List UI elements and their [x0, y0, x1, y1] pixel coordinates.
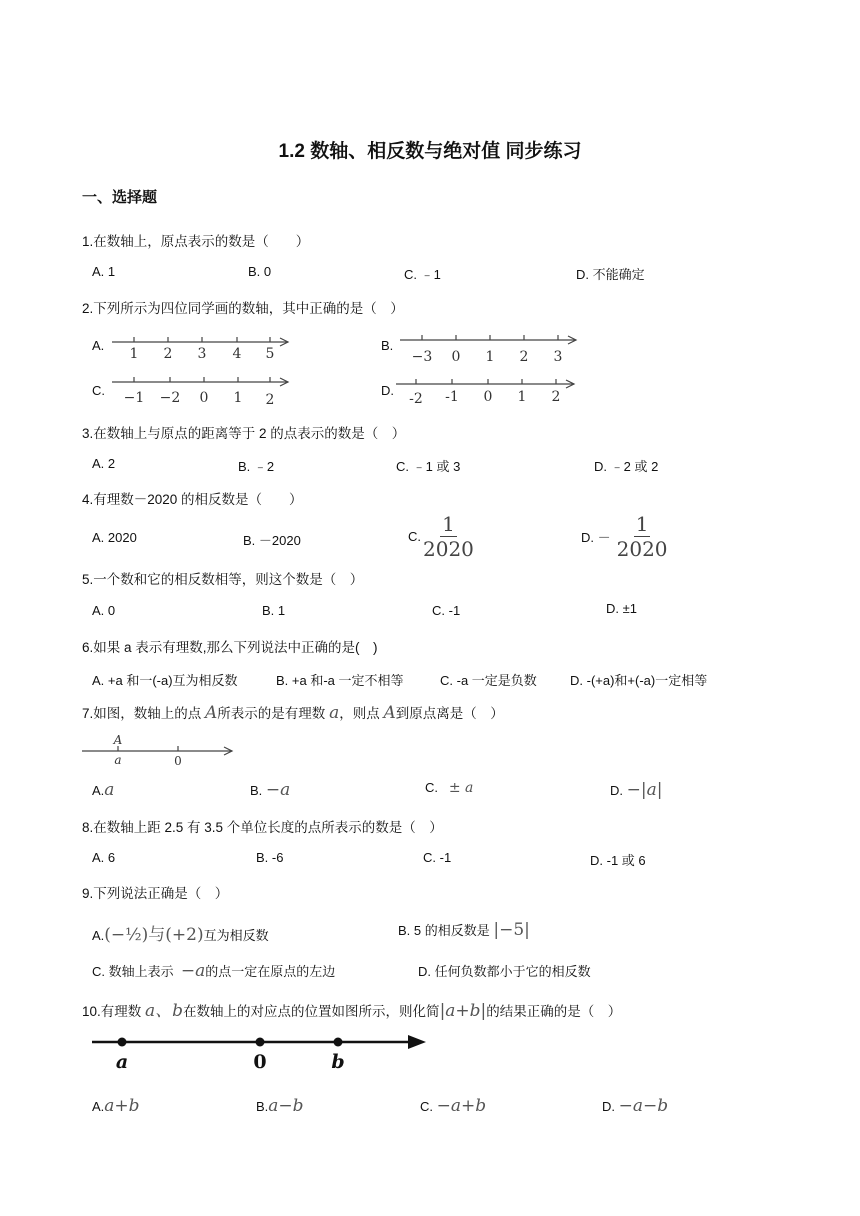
q2-c-tick-label: 2: [265, 392, 275, 408]
q5-option-b: B. 1: [262, 603, 286, 618]
q2-b-tick-label: 2: [519, 349, 529, 365]
option-label: A.: [92, 783, 105, 798]
q7-zero-label: 0: [174, 754, 182, 768]
option-expression: a−b: [268, 1096, 304, 1116]
q8-option-a: A. 6: [92, 850, 116, 865]
q8-option-d: D. -1 或 6: [590, 853, 646, 868]
option-expression: −a: [180, 961, 206, 981]
option-expression: a: [104, 780, 115, 800]
q6-option-b: B. +a 和-a 一定不相等: [276, 673, 404, 688]
q1-option-a: A. 1: [92, 264, 116, 279]
q2-d-tick-label: 1: [517, 389, 527, 405]
q1-option-b: B. 0: [248, 264, 272, 279]
option-expression: a+b: [104, 1096, 140, 1116]
page-title: 1.2 数轴、相反数与绝对值 同步练习: [278, 141, 582, 162]
q2-option-c-label: C.: [92, 383, 105, 398]
q8-option-b: B. -6: [256, 850, 284, 865]
option-expression: (−½)与(+2): [104, 925, 204, 945]
variable-symbol: a: [329, 703, 340, 723]
stem-text: 所表示的是有理数: [217, 706, 330, 721]
q2-a-tick-label: 1: [129, 346, 139, 362]
q4-option-c-label: C.: [408, 529, 421, 544]
q2-d-tick-label: 2: [551, 389, 561, 405]
q6-option-d: D. -(+a)和+(-a)一定相等: [570, 673, 708, 688]
question-9-stem: 9.下列说法正确是（ ）: [82, 886, 229, 901]
q2-option-d-label: D.: [381, 383, 394, 398]
q10-option-d: [602, 1096, 668, 1116]
q4-option-a: A. 2020: [92, 530, 137, 545]
q9-option-d: D. 任何负数都小于它的相反数: [418, 964, 591, 979]
q2-d-tick-label: 0: [483, 389, 493, 405]
q2-a-tick-label: 3: [197, 346, 207, 362]
option-label: C.: [425, 780, 438, 795]
option-label: B.: [250, 783, 263, 798]
question-8-stem: 8.在数轴上距 2.5 有 3.5 个单位长度的点所表示的数是（ ）: [82, 820, 443, 835]
abs-expression: |a+b|: [439, 1001, 487, 1021]
q10-option-b: [256, 1096, 304, 1116]
q2-b-tick-label: 0: [451, 349, 461, 365]
q10-option-c: [420, 1096, 486, 1116]
q10-zero-label: 0: [253, 1051, 267, 1073]
option-label: B. 5 的相反数是: [398, 923, 490, 938]
option-label: D.: [610, 783, 623, 798]
point-symbol: A: [205, 703, 218, 723]
q2-a-tick-label: 2: [163, 346, 173, 362]
question-1-stem: 1.在数轴上，原点表示的数是（ ）: [82, 234, 310, 249]
section-heading: 一、选择题: [82, 189, 158, 206]
q2-d-tick-label: -1: [445, 389, 459, 405]
q4-option-b: B. －2020: [243, 533, 301, 548]
stem-text: ，则点: [339, 706, 384, 721]
q2-b-tick-label: −3: [411, 349, 433, 365]
q8-option-c: C. -1: [423, 850, 452, 865]
stem-text: 7.如图，数轴上的点: [82, 706, 206, 721]
q2-c-tick-label: 0: [199, 390, 209, 406]
stem-text: 到原点离是（ ）: [395, 706, 504, 721]
q5-option-a: A. 0: [92, 603, 116, 618]
q5-option-d: D. ±1: [606, 601, 637, 616]
q3-option-c: C. ﹣1 或 3: [396, 459, 461, 474]
stem-text: 的结果正确的是（ ）: [486, 1004, 622, 1019]
point-symbol: A: [383, 703, 396, 723]
q2-b-tick-label: 1: [485, 349, 495, 365]
fraction-denominator: 2020: [616, 537, 668, 561]
q2-option-b-label: B.: [381, 338, 394, 353]
fraction-numerator: 1: [442, 512, 455, 536]
option-expression: −a+b: [436, 1096, 487, 1116]
option-text: 互为相反数: [203, 928, 269, 943]
q3-option-a: A. 2: [92, 456, 116, 471]
q2-d-tick-label: -2: [409, 391, 423, 407]
q6-option-a: A. +a 和一(-a)互为相反数: [92, 673, 238, 688]
q2-c-tick-label: −1: [123, 390, 145, 406]
q1-option-d: D. 不能确定: [576, 267, 645, 282]
q10-b-label: b: [331, 1051, 345, 1073]
q10-a-label: a: [115, 1051, 129, 1073]
option-label: D.: [602, 1099, 615, 1114]
option-expression: −a: [265, 780, 291, 800]
q6-option-c: C. -a 一定是负数: [440, 673, 537, 688]
question-2-stem: 2.下列所示为四位同学画的数轴，其中正确的是（ ）: [82, 301, 404, 316]
q1-option-c: C. ﹣1: [404, 267, 441, 282]
option-label: A.: [92, 928, 105, 943]
question-4-stem: 4.有理数－2020 的相反数是（ ）: [82, 492, 303, 507]
q2-a-tick-label: 5: [265, 346, 275, 362]
q4-option-d-label: D. －: [581, 530, 611, 545]
q2-c-tick-label: −2: [159, 390, 181, 406]
option-text: C. 数轴上表示: [92, 964, 174, 979]
question-6-stem: 6.如果 a 表示有理数,那么下列说法中正确的是( ): [82, 640, 378, 655]
stem-text: 10.有理数: [82, 1004, 146, 1019]
fraction-numerator: 1: [635, 512, 649, 536]
option-expression: −|a|: [626, 780, 663, 800]
q7-point-label: A: [113, 733, 123, 747]
q7-a-label: a: [114, 753, 122, 767]
question-3-stem: 3.在数轴上与原点的距离等于 2 的点表示的数是（ ）: [82, 426, 406, 441]
variable-symbol: a、b: [145, 1001, 184, 1021]
q2-a-tick-label: 4: [232, 346, 242, 362]
q5-option-c: C. -1: [432, 603, 461, 618]
q3-option-b: B. ﹣2: [238, 459, 275, 474]
option-expression: |−5|: [493, 920, 530, 940]
q3-option-d: D. ﹣2 或 2: [594, 459, 659, 474]
q10-option-a: [92, 1096, 140, 1116]
stem-text: 在数轴上的对应点的位置如图所示，则化简: [183, 1004, 440, 1019]
q2-option-a-label: A.: [92, 338, 105, 353]
question-5-stem: 5.一个数和它的相反数相等，则这个数是（ ）: [82, 572, 364, 587]
option-label: A.: [92, 1099, 105, 1114]
fraction-denominator: 2020: [423, 537, 474, 561]
option-expression: −a−b: [618, 1096, 669, 1116]
option-expression: ± a: [448, 780, 474, 796]
option-label: C.: [420, 1099, 433, 1114]
q2-c-tick-label: 1: [233, 390, 243, 406]
option-label: B.: [256, 1099, 269, 1114]
option-text: 的点一定在原点的左边: [205, 964, 336, 979]
q2-b-tick-label: 3: [553, 349, 563, 365]
